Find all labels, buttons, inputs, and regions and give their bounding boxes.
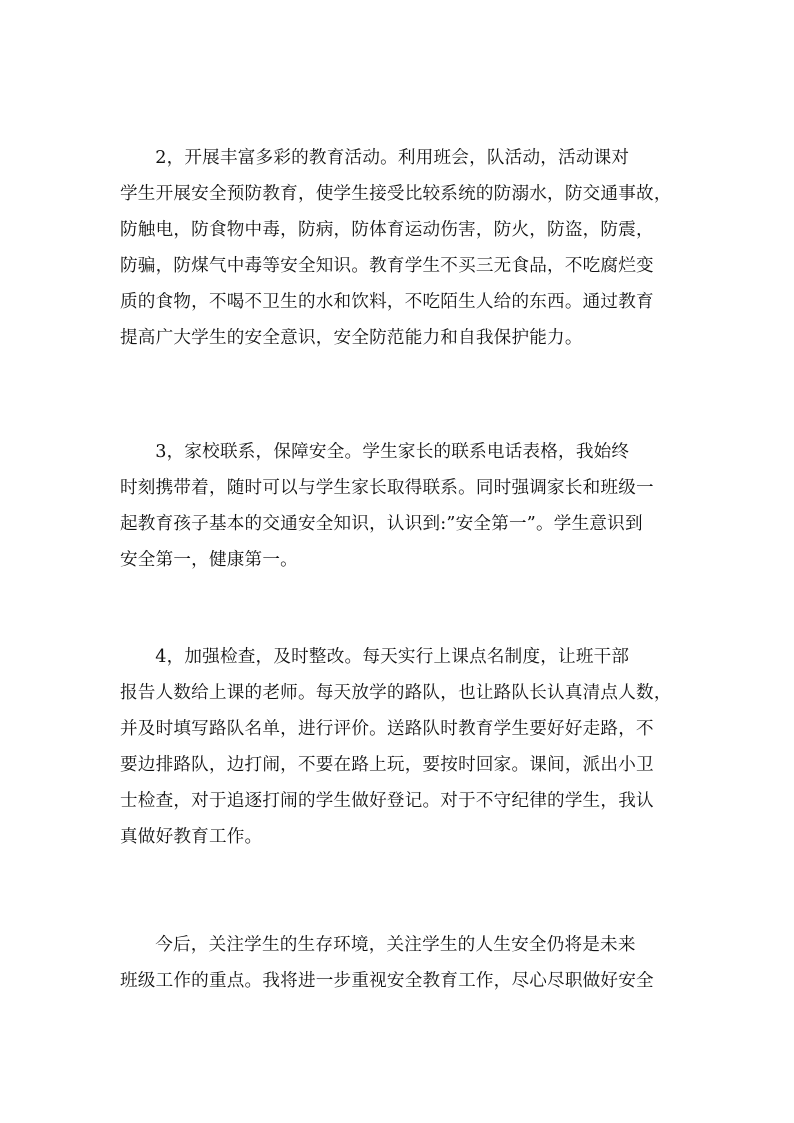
text-line: 起教育孩子基本的交通安全知识，认识到:”安全第一”。学生意识到 xyxy=(120,514,643,534)
text-line: 防触电，防食物中毒，防病，防体育运动伤害，防火，防盗，防震， xyxy=(120,220,654,240)
text-line: 今后，关注学生的生存环境，关注学生的人生安全仍将是未来 xyxy=(155,935,636,955)
text-line: 并及时填写路队名单，进行评价。送路队时教育学生要好好走路，不 xyxy=(120,719,654,739)
text-line: 班级工作的重点。我将进一步重视安全教育工作，尽心尽职做好安全 xyxy=(120,971,654,991)
paragraph-inspection xyxy=(120,639,680,855)
text-line: 2，开展丰富多彩的教育活动。利用班会，队活动，活动课对 xyxy=(155,148,630,168)
text-line: 要边排路队，边打闹，不要在路上玩，要按时回家。课间，派出小卫 xyxy=(120,755,654,775)
text-line: 4，加强检查，及时整改。每天实行上课点名制度，让班干部 xyxy=(155,647,630,667)
text-line: 时刻携带着，随时可以与学生家长取得联系。同时强调家长和班级一 xyxy=(120,478,654,498)
paragraph-home-school xyxy=(120,434,680,578)
text-line: 提高广大学生的安全意识，安全防范能力和自我保护能力。 xyxy=(120,328,583,348)
text-line: 质的食物，不喝不卫生的水和饮料，不吃陌生人给的东西。通过教育 xyxy=(120,292,654,312)
text-line: 士检查，对于追逐打闹的学生做好登记。对于不守纪律的学生，我认 xyxy=(120,791,654,811)
text-line: 学生开展安全预防教育，使学生接受比较系统的防溺水，防交通事故， xyxy=(120,184,672,204)
text-line: 安全第一，健康第一。 xyxy=(120,550,298,570)
paragraph-activities xyxy=(120,140,680,356)
text-line: 防骗，防煤气中毒等安全知识。教育学生不买三无食品，不吃腐烂变 xyxy=(120,256,654,276)
text-line: 报告人数给上课的老师。每天放学的路队，也让路队长认真清点人数， xyxy=(120,683,672,703)
text-line: 3，家校联系，保障安全。学生家长的联系电话表格，我始终 xyxy=(155,442,630,462)
text-line: 真做好教育工作。 xyxy=(120,827,263,847)
paragraph-future xyxy=(120,927,680,999)
